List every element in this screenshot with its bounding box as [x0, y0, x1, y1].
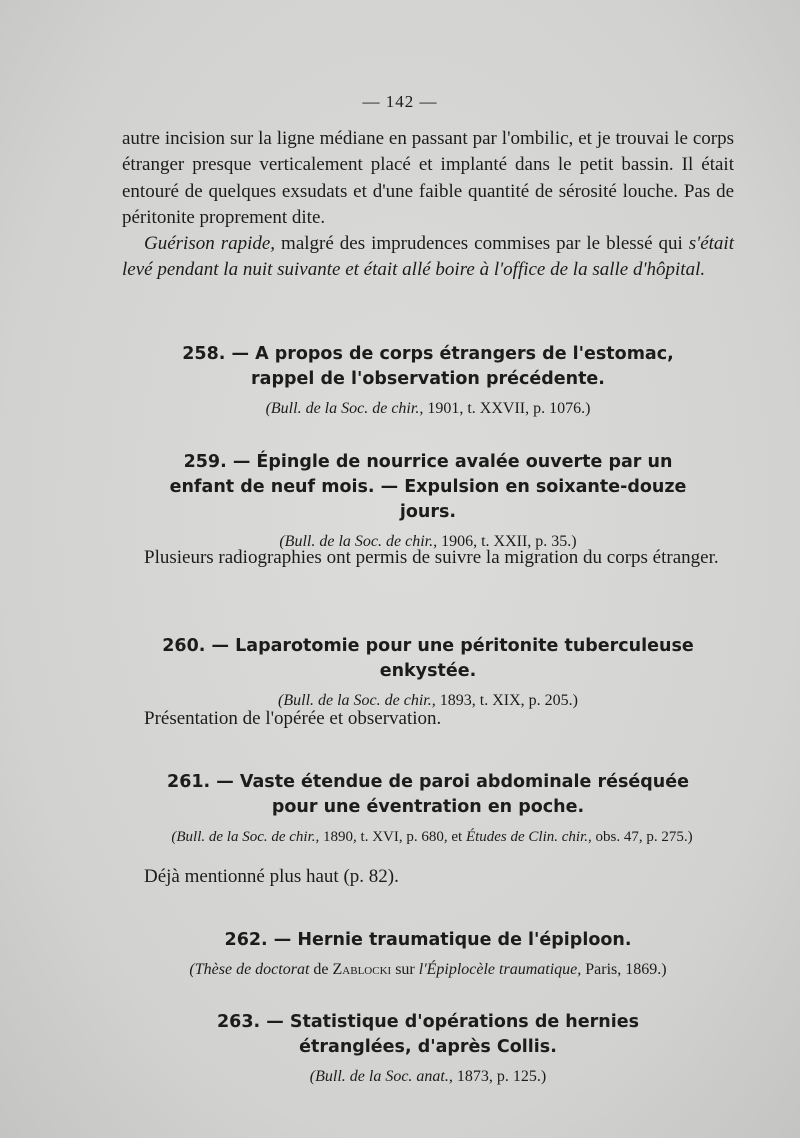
entry-260 [122, 634, 734, 712]
ref-normal: de [309, 961, 333, 978]
entry-title: 260. — Laparotomie pour une péritonite tuberculeuse enkystée. [162, 636, 694, 681]
ref-normal: 1893, t. XIX, p. 205.) [435, 692, 578, 709]
ref-italic-2: l'Épiplocèle traumatique, [418, 961, 582, 978]
ref-normal-2: Paris, 1869.) [581, 961, 667, 978]
intro-normal: malgré des imprudences commises par le blessé qui [275, 233, 689, 255]
page-number: — 142 — [362, 92, 438, 111]
entry-title: 263. — Statistique d'opérations de hernies étranglées, d'après Collis. [216, 1012, 640, 1057]
entry-title: 262. — Hernie traumatique de l'épiploon. [224, 930, 632, 950]
ref-italic-2: Études de Clin. chir., [465, 829, 592, 845]
ref-author: Zablocki [332, 961, 392, 978]
entry-261 [122, 770, 734, 820]
ref-italic: (Bull. de la Soc. de chir., [279, 533, 438, 550]
ref-normal-b: sur [391, 961, 419, 978]
intro-text [122, 126, 734, 284]
intro-paragraph-2 [122, 231, 734, 284]
entry-261-ref [112, 820, 752, 848]
note-text: Plusieurs radiographies ont permis de suivre la migration du corps étranger. [144, 547, 719, 568]
entry-260-note [122, 706, 734, 732]
entry-263 [122, 1010, 734, 1088]
ref-italic: (Bull. de la Soc. anat., [309, 1068, 453, 1085]
ref-normal: 1873, p. 125.) [452, 1068, 547, 1085]
entry-259 [122, 450, 734, 553]
intro-paragraph: autre incision sur la ligne médiane en passant par l'ombilic, et je trouvai le corps étranger presque verticalement placé et implanté dans le petit bassin. Il était entouré de quelques exsudats et d'une faible quantité de sérosité louche. Pas de péritonite proprement dite. [122, 128, 734, 228]
ref-italic: (Bull. de la Soc. de chir., [171, 829, 320, 845]
entry-reference [122, 959, 734, 981]
note-text: Présentation de l'opérée et observation. [144, 708, 442, 729]
ref-normal: 1906, t. XXII, p. 35.) [437, 533, 577, 550]
entry-262 [122, 928, 734, 981]
entry-261-note [122, 864, 734, 890]
entry-title: 261. — Vaste étendue de paroi abdominale réséquée pour une éventration en poche. [167, 772, 689, 817]
entry-259-note [122, 545, 734, 571]
entry-reference [162, 1066, 694, 1088]
intro-italic-a: Guérison rapide, [144, 233, 276, 255]
entry-reference [150, 398, 706, 420]
ref-italic: (Bull. de la Soc. de chir., [265, 400, 424, 417]
ref-normal: 1890, t. XVI, p. 680, et [319, 829, 466, 845]
note-text: Déjà mentionné plus haut (p. 82). [144, 866, 399, 887]
entry-title: 258. — A propos de corps étrangers de l'estomac, rappel de l'observation précédente. [182, 344, 674, 389]
ref-italic: (Thèse de doctorat [189, 961, 310, 978]
ref-normal-2: obs. 47, p. 275.) [591, 829, 693, 845]
entry-title: 259. — Épingle de nourrice avalée ouverte par un enfant de neuf mois. — Expulsion en soixante-douze jours. [169, 452, 687, 522]
ref-italic: (Bull. de la Soc. de chir., [278, 692, 436, 709]
entry-258 [122, 342, 734, 420]
intro-italic-b: s'était levé pendant la nuit suivante et était allé boire à l'office de la salle d'hôpital. [122, 233, 734, 281]
ref-normal: 1901, t. XXVII, p. 1076.) [423, 400, 591, 417]
entry-reference [112, 826, 752, 848]
